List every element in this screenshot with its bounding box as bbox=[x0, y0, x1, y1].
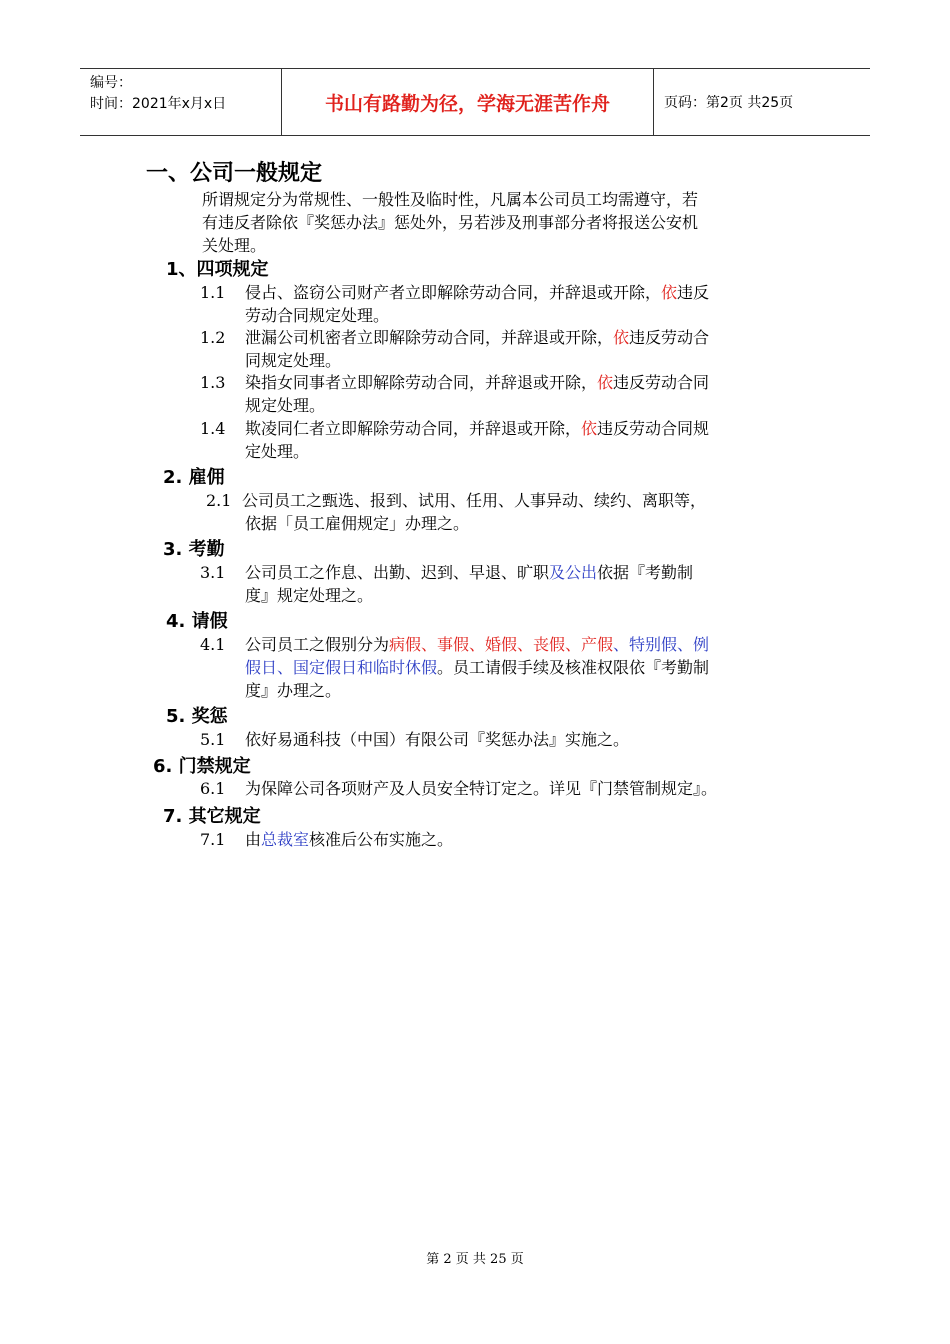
item-number: 1.3 bbox=[200, 373, 226, 392]
item-number: 1.1 bbox=[200, 283, 226, 302]
time-label: 时间：2021年x月x日 bbox=[90, 96, 227, 112]
item-number: 4.1 bbox=[200, 635, 226, 654]
item-number: 1.4 bbox=[200, 419, 226, 438]
header-left-cell bbox=[80, 69, 282, 135]
page-footer: 第 2 页 共 25 页 bbox=[426, 1252, 524, 1267]
item-number: 7.1 bbox=[200, 830, 226, 849]
page-title: 一、公司一般规定 bbox=[146, 161, 323, 186]
section-heading: 4. 请假 bbox=[166, 611, 228, 632]
header-motto: 书山有路勤为径，学海无涯苦作舟 bbox=[282, 69, 654, 135]
section-heading: 6. 门禁规定 bbox=[153, 756, 251, 777]
section-heading: 7. 其它规定 bbox=[163, 806, 261, 827]
section-heading: 1、四项规定 bbox=[166, 259, 269, 280]
intro-line: 有违反者除依『奖惩办法』惩处外，另若涉及刑事部分者将报送公安机 bbox=[202, 213, 699, 232]
intro-line: 关处理。 bbox=[202, 236, 267, 255]
intro-line: 所谓规定分为常规性、一般性及临时性，凡属本公司员工均需遵守，若 bbox=[202, 190, 699, 209]
header-table bbox=[80, 68, 870, 136]
item-number: 6.1 bbox=[200, 779, 226, 798]
header-page-label: 页码：第2页 共25页 bbox=[664, 95, 794, 111]
item-number: 5.1 bbox=[200, 730, 226, 749]
section-heading: 5. 奖惩 bbox=[166, 706, 228, 727]
section-heading: 3. 考勤 bbox=[163, 539, 225, 560]
number-label: 编号： bbox=[90, 75, 132, 91]
intro-paragraph bbox=[202, 188, 698, 257]
item-number: 2.1 bbox=[206, 491, 232, 510]
item-number: 1.2 bbox=[200, 328, 226, 347]
item-number: 3.1 bbox=[200, 563, 226, 582]
section-heading: 2. 雇佣 bbox=[163, 467, 225, 488]
